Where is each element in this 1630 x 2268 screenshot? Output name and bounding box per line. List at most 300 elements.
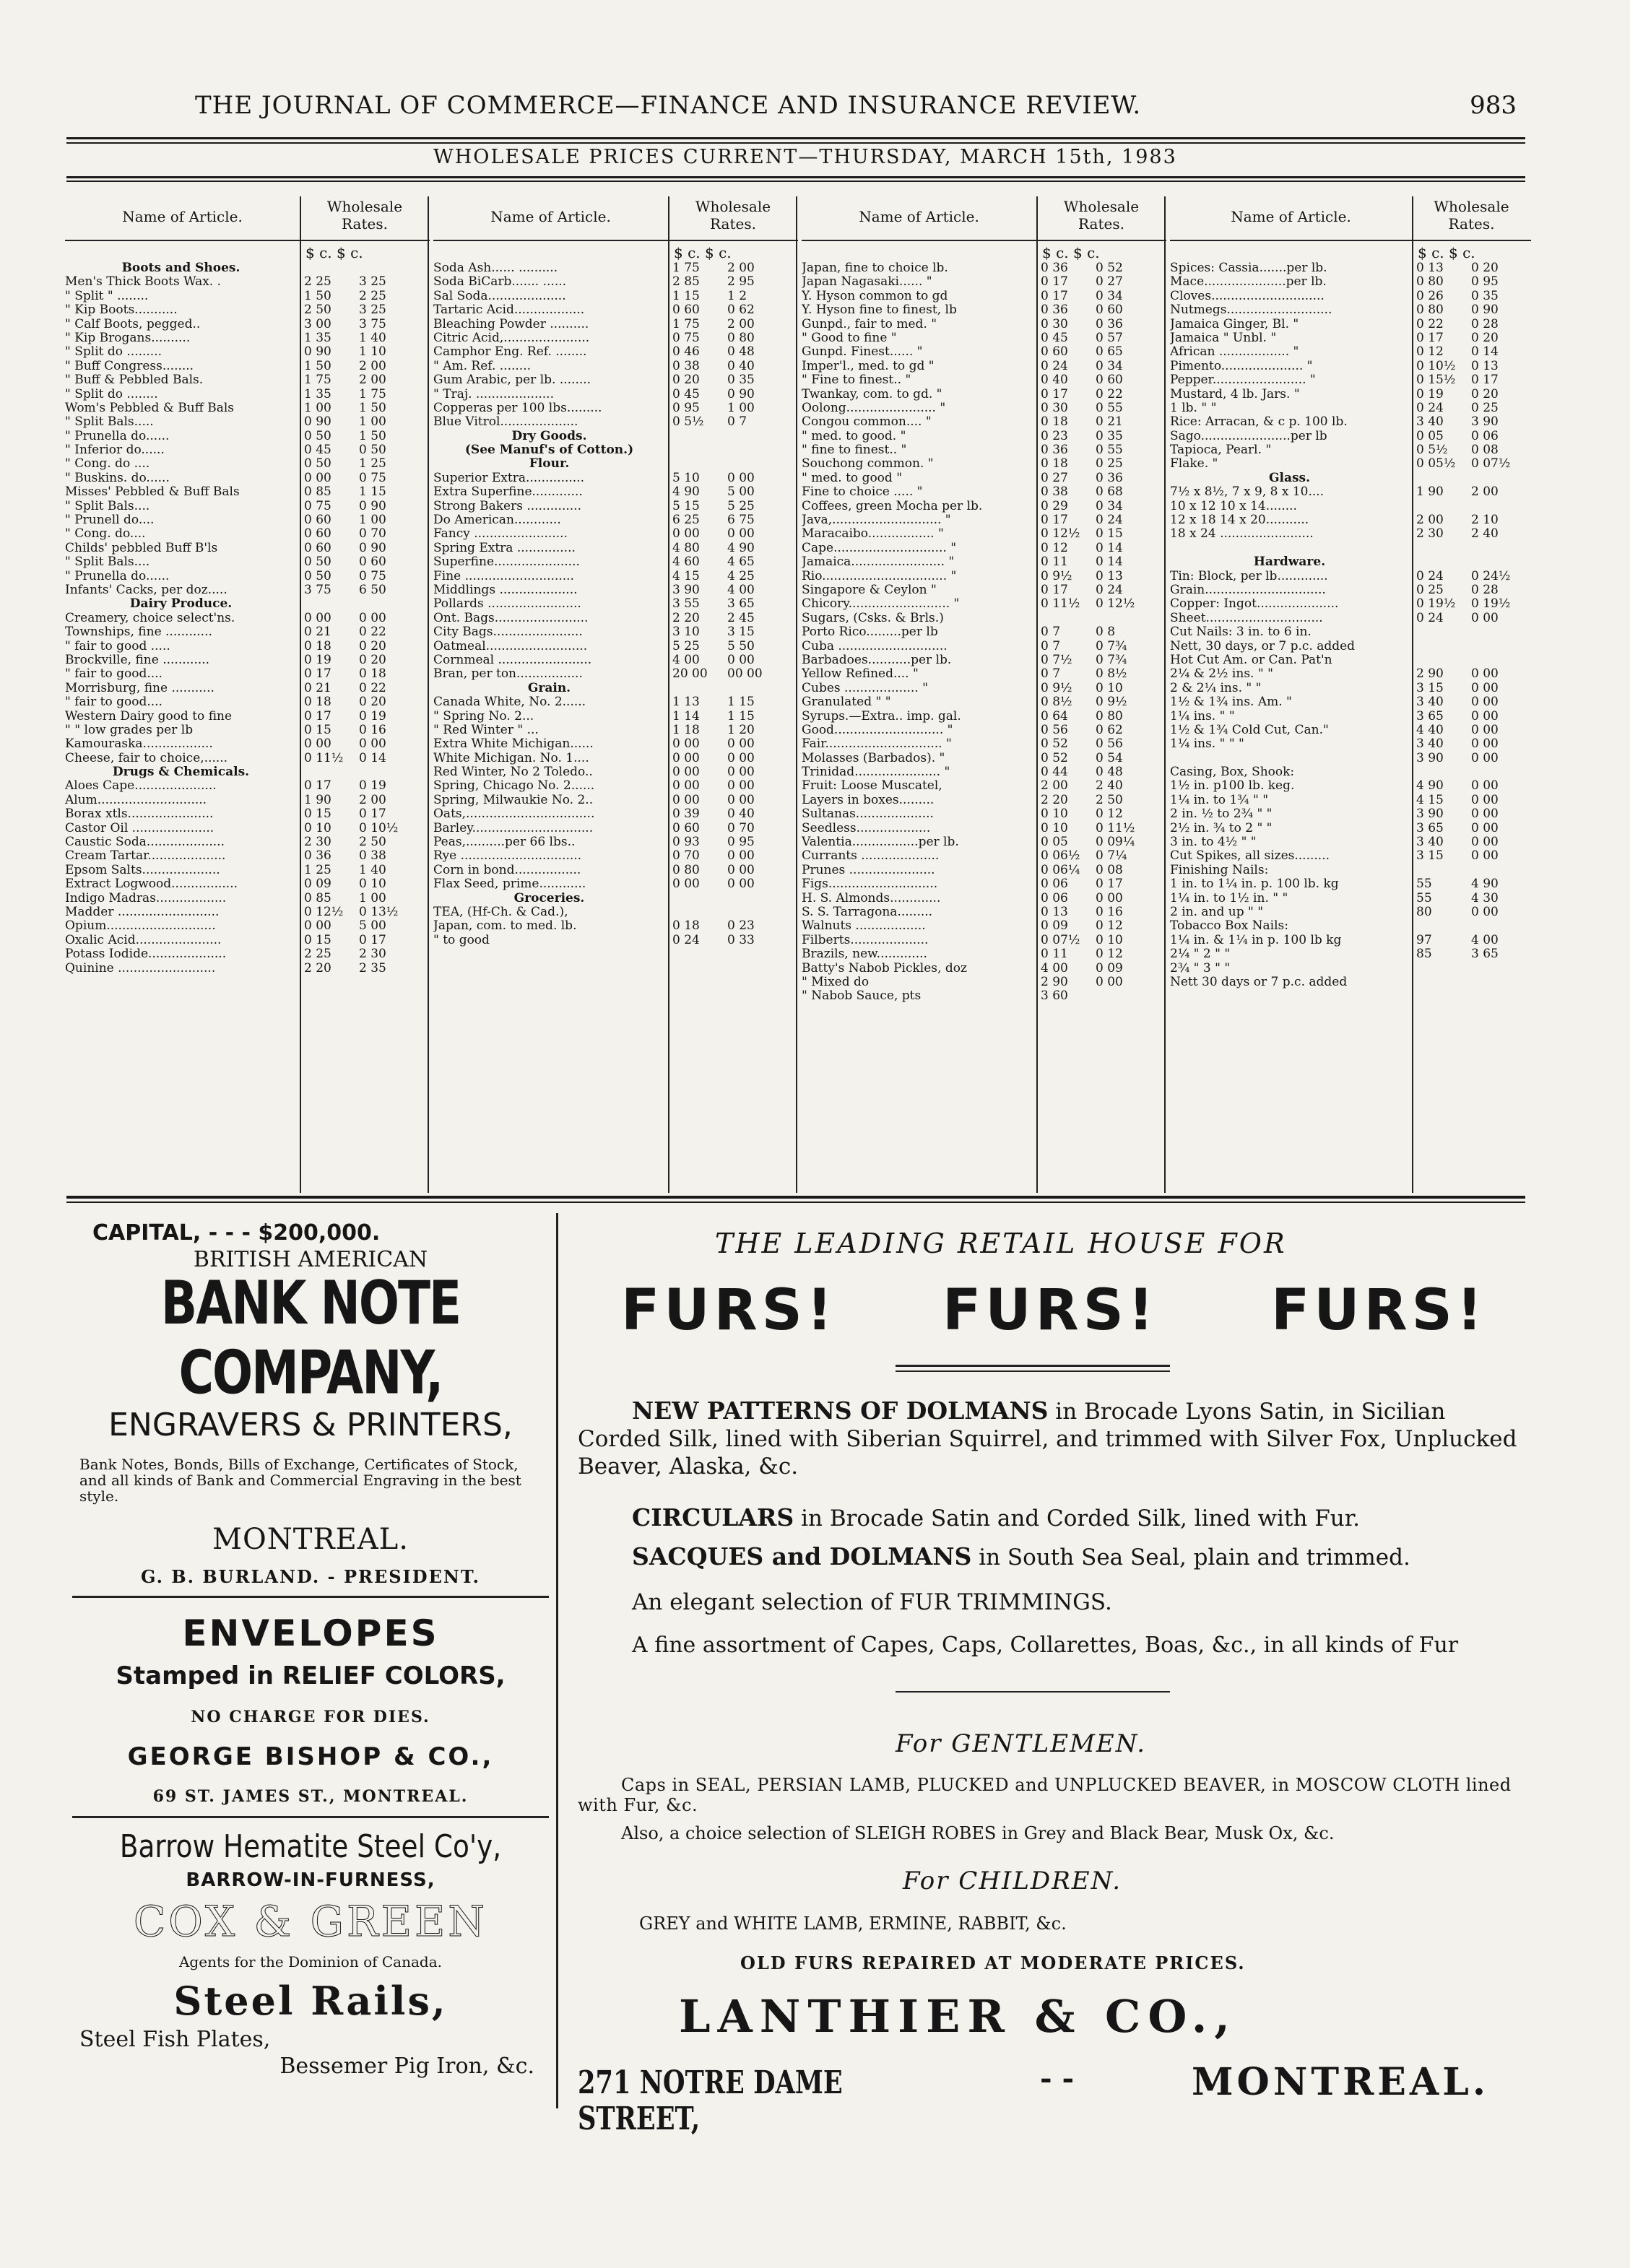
article-name: Imper'l., med. to gd " [802,359,935,373]
price-low: 0 13 [1416,261,1444,275]
for-gentlemen: For GENTLEMEN. [896,1729,1147,1758]
price-low: 0 12½ [1041,526,1080,542]
price-high: 1 75 [359,386,386,401]
article-name: Tapioca, Pearl. " [1170,443,1272,458]
table-row [802,976,1166,989]
table-row [1170,695,1531,709]
bessemer-pig-iron: Bessemer Pig Iron, &c. [279,2054,534,2079]
table-row [802,373,1166,387]
prices-table [65,196,1531,1193]
article-name: Men's Thick Boots Wax. . [65,275,222,290]
article-name: Y. Hyson common to gd [802,289,948,303]
price-high: 0 24 [1096,582,1123,597]
table-row [1170,290,1531,303]
table-row [802,849,1166,863]
price-high: 1 00 [727,400,755,415]
table-row [433,737,798,751]
article-name: Walnuts .................. [802,919,926,934]
price-low: 0 10 [1041,807,1068,822]
price-high: 0 75 [359,568,386,583]
price-low: 5 10 [672,470,700,485]
caps-text: Caps in SEAL, PERSIAN LAMB, PLUCKED and UNPLUCKED BEAVER, in MOSCOW CLOTH lined with Fur, &c. [578,1775,1512,1815]
article-name: Figs............................ [802,877,938,892]
price-high: 0 00 [727,862,755,877]
price-low: 85 [1416,947,1432,962]
article-name: Mustard, 4 lb. Jars. " [1170,387,1300,401]
price-high: 0 00 [727,470,755,485]
price-high: 0 60 [1096,373,1123,388]
price-high: 4 00 [1471,932,1499,947]
table-row [65,667,430,681]
price-low: 0 60 [304,540,331,555]
table-row [802,472,1166,485]
article-name: 1½ in. p100 lb. keg. [1170,779,1295,794]
capital-line: CAPITAL, - - - $200,000. [92,1220,381,1246]
table-row [1170,877,1531,891]
table-row [65,597,430,611]
stamped-relief: Stamped in RELIEF COLORS, [116,1661,506,1690]
article-name: Seedless................... [802,821,931,835]
price-high: 0 00 [727,750,755,765]
price-low: 0 75 [304,498,331,513]
article-name: Molasses (Barbados). " [802,751,945,765]
price-low: 1 90 [1416,485,1444,500]
price-high: 0 54 [1096,750,1123,765]
article-name: Pepper........................ " [1170,373,1316,388]
price-low: 0 80 [672,862,700,877]
article-name: Fruit: Loose Muscatel, [802,779,942,794]
table-row [65,765,430,779]
table-row [1170,947,1531,961]
table-row [802,388,1166,401]
article-name: " med. to good " [802,471,903,485]
table-row [65,695,430,709]
price-low: 3 40 [1416,695,1444,710]
price-low: 3 90 [672,582,700,597]
table-row [65,737,430,751]
price-high: 0 00 [727,526,755,542]
price-high: 0 80 [727,330,755,345]
price-high: 2 40 [1471,526,1499,542]
article-name: Camphor Eng. Ref. ........ [433,345,587,360]
furs-advertisement [578,1220,1531,2145]
article-name: Misses' Pebbled & Buff Bals [65,485,240,500]
article-name: 1¼ ins. " " " [1170,737,1244,752]
price-high: 0 00 [1471,737,1499,752]
article-name: Citric Acid,...................... [433,331,590,345]
price-high: 0 62 [1096,722,1123,737]
price-high: 0 00 [1471,680,1499,695]
price-high: 0 13 [1471,358,1499,373]
price-high: 00 00 [727,666,763,682]
price-low: 0 12 [1041,540,1068,555]
article-name: Nett 30 days or 7 p.c. added [1170,975,1348,989]
article-name: Extra White Michigan...... [433,737,594,752]
article-name: Grain. [527,681,571,695]
article-name: Middlings .................... [433,583,578,597]
table-row [802,765,1166,779]
price-low: 0 80 [1416,303,1444,318]
price-high: 0 19½ [1471,596,1511,612]
price-low: 0 20 [672,373,700,388]
table-row [1170,388,1531,401]
dolmans-bold: NEW PATTERNS OF DOLMANS [632,1396,1049,1425]
table-row [65,892,430,905]
price-high: 4 65 [727,555,755,570]
article-name: Creamery, choice select'ns. [65,611,235,625]
article-name: 2¼ " 2 " " [1170,947,1231,962]
price-low: 0 00 [304,918,331,934]
article-name: Spices: Cassia.......per lb. [1170,261,1327,275]
article-name: Indigo Madras.................. [65,891,227,905]
price-low: 0 07½ [1041,932,1080,947]
table-row [1170,835,1531,849]
price-low: 6 25 [672,513,700,528]
price-high: 1 15 [359,485,386,500]
price-high: 0 80 [1096,708,1123,724]
article-name: 1 in. to 1¼ in. p. 100 lb. kg [1170,877,1339,892]
price-low: 0 9½ [1041,680,1072,695]
table-row [433,373,798,387]
price-low: 2 90 [1041,974,1068,989]
price-low: 3 40 [1416,737,1444,752]
table-row [802,555,1166,569]
price-high: 0 36 [1096,470,1123,485]
article-name: Sultanas.................... [802,807,934,822]
price-high: 0 13 [1096,568,1123,583]
page-header [87,88,1524,121]
table-row [802,892,1166,905]
article-name: Rice: Arracan, & c p. 100 lb. [1170,415,1348,430]
price-high: 0 12 [1096,947,1123,962]
price-low: 0 00 [672,526,700,542]
table-row [802,570,1166,583]
price-high: 0 00 [1471,792,1499,807]
table-row [65,318,430,331]
table-row [802,261,1166,275]
table-row [65,472,430,485]
price-low: 0 52 [1041,750,1068,765]
price-low: 0 36 [1041,443,1068,458]
article-name: Spring, Chicago No. 2...... [433,779,595,794]
price-low: 0 85 [304,890,331,905]
price-high: 0 90 [1471,303,1499,318]
article-name: Jamaica Ginger, Bl. " [1170,317,1299,331]
article-name: " Prunella do...... [65,569,170,583]
price-low: 0 15 [304,807,331,822]
table-row [1170,653,1531,667]
price-high: 0 12 [1096,807,1123,822]
table-row [433,401,798,415]
price-low: 97 [1416,932,1432,947]
table-row [65,919,430,933]
barrow-in-furness: BARROW-IN-FURNESS, [186,1869,435,1891]
table-row [802,807,1166,821]
article-name: Cuba ............................ [802,639,948,653]
article-name: Bleaching Powder .......... [433,317,589,331]
price-high: 0 50 [359,443,386,458]
article-name: Wom's Pebbled & Buff Bals [65,401,235,415]
article-name: Cut Spikes, all sizes......... [1170,849,1330,864]
table-row [65,752,430,765]
article-name: Flake. " [1170,457,1218,472]
table-row [802,962,1166,976]
table-row [802,877,1166,891]
price-low: 0 10 [1041,820,1068,835]
table-row [1170,822,1531,835]
table-row [65,640,430,653]
price-low: 0 15½ [1416,373,1456,388]
price-high: 4 00 [727,582,755,597]
price-high: 1 50 [359,428,386,443]
bank-note-company: BANK NOTE COMPANY, [160,1268,461,1408]
article-name: " Split do ........ [65,387,158,401]
article-name: Gum Arabic, per lb. ........ [433,373,591,388]
page-number: 983 [1470,91,1517,120]
price-low: 3 65 [1416,820,1444,835]
price-high: 0 17 [359,932,386,947]
article-name: Grain............................... [1170,583,1326,597]
price-low: 55 [1416,890,1432,905]
price-low: 2 20 [304,960,331,976]
price-high: 0 00 [1471,708,1499,724]
article-name: Yellow Refined.... " [802,667,919,682]
bishop-address: 69 ST. JAMES ST., MONTREAL. [152,1787,469,1806]
price-low: 0 00 [672,737,700,752]
article-name: Cornmeal ........................ [433,653,592,667]
table-row [65,331,430,345]
price-low: 0 60 [304,513,331,528]
price-high: 2 45 [727,610,755,625]
column-header [802,196,1166,241]
table-row [1170,905,1531,919]
price-high: 3 15 [727,625,755,640]
price-low: 0 17 [304,666,331,682]
price-low: 5 15 [672,498,700,513]
sacques-line [632,1543,1527,1571]
table-row [433,583,798,597]
furs-rule-1 [896,1365,1170,1367]
price-low: 0 5½ [1416,443,1448,458]
article-name: " to good [433,933,490,947]
table-row [1170,612,1531,625]
price-high: 0 20 [359,695,386,710]
table-row [1170,737,1531,751]
table-row [1170,934,1531,947]
price-low: 0 19½ [1416,596,1456,612]
price-low: 0 50 [304,428,331,443]
price-low: 0 50 [304,456,331,472]
price-low: 0 22 [1416,316,1444,331]
article-name: " Fine to finest.. " [802,373,911,388]
price-low: 0 06½ [1041,848,1080,864]
price-high: 0 55 [1096,400,1123,415]
price-high: 0 16 [1096,904,1123,919]
price-low: 0 17 [304,708,331,724]
price-low: 0 8½ [1041,695,1072,710]
table-row [433,360,798,373]
price-low: 3 10 [672,625,700,640]
price-high: 0 00 [1471,666,1499,682]
furs-rule-2 [896,1370,1170,1372]
leading-retail-heading: THE LEADING RETAIL HOUSE FOR [715,1228,1287,1259]
table-row [802,947,1166,961]
table-row [1170,457,1531,471]
price-high: 2 00 [727,261,755,275]
price-low: 2 90 [1416,666,1444,682]
article-name: Flax Seed, prime............ [433,877,586,892]
article-name: Bran, per ton................. [433,667,583,682]
price-low: 1 50 [304,288,331,303]
article-name: (See Manuf's of Cotton.) [464,443,634,458]
price-low: 1 14 [672,708,700,724]
price-high: 0 90 [359,498,386,513]
wholesale-rates-header: Wholesale Rates. [695,198,771,233]
british-american: BRITISH AMERICAN [193,1247,428,1272]
price-low: 0 45 [304,443,331,458]
price-high: 0 7¾ [1096,652,1127,667]
price-low: 0 12 [1416,344,1444,360]
article-name: Barley............................... [433,821,594,835]
price-high: 0 52 [1096,261,1123,275]
table-row [433,527,798,541]
table-row [433,892,798,905]
price-low: 0 18 [1041,414,1068,430]
price-low: 0 17 [1041,274,1068,290]
repaired-text: OLD FURS REPAIRED AT MODERATE PRICES. [740,1952,1246,1973]
price-high: 0 62 [727,303,755,318]
article-name: 2 in. ½ to 2¾ " " [1170,807,1273,822]
article-name: 18 x 24 ........................ [1170,527,1314,542]
price-high: 1 15 [727,708,755,724]
sacques-bold: SACQUES and DOLMANS [632,1542,972,1570]
price-low: 0 06 [1041,877,1068,892]
price-low: 3 15 [1416,680,1444,695]
price-low: 1 25 [304,862,331,877]
price-low: 0 00 [304,610,331,625]
price-low: 4 60 [672,555,700,570]
table-row [65,388,430,401]
price-low: 0 90 [304,414,331,430]
price-low: 2 20 [672,610,700,625]
price-low: 1 75 [672,261,700,275]
table-row [1170,331,1531,345]
table-row [1170,303,1531,317]
price-high: 0 36 [1096,316,1123,331]
article-name: 7½ x 8½, 7 x 9, 8 x 10.... [1170,485,1325,500]
price-low: 0 26 [1416,288,1444,303]
table-row [1170,682,1531,695]
price-high: 2 40 [1096,778,1123,794]
table-row [65,653,430,667]
article-name: " Nabob Sauce, pts [802,989,922,1004]
currency-unit-row: $ c. $ c. [674,244,732,261]
article-name: " fine to finest.. " [802,443,907,458]
table-row [1170,794,1531,807]
table-row [1170,640,1531,653]
article-name: " Prunella do...... [65,429,170,443]
price-high: 0 09¼ [1096,835,1135,850]
article-name: Soda Ash...... .......... [433,261,558,275]
address-separator: - - [1040,2061,1075,2095]
price-high: 0 14 [359,750,386,765]
price-high: 0 00 [727,877,755,892]
table-row [433,710,798,724]
wholesale-rates-header: Wholesale Rates. [1434,198,1509,233]
table-row [802,667,1166,681]
price-low: 0 85 [304,485,331,500]
price-high: 0 00 [727,737,755,752]
price-high: 0 90 [727,386,755,401]
price-low: 0 06¼ [1041,862,1080,877]
price-low: 0 29 [1041,498,1068,513]
price-low: 20 00 [672,666,708,682]
price-low: 2 25 [304,947,331,962]
table-row [802,542,1166,555]
table-row [433,345,798,359]
article-name: Sago.......................per lb [1170,429,1327,443]
article-name: " Buff Congress........ [65,359,194,373]
table-row [433,864,798,877]
table-row [802,905,1166,919]
article-name: Syrups.—Extra.. imp. gal. [802,709,961,724]
article-name: Extract Logwood................. [65,877,238,892]
steel-rails: Steel Rails, [173,1978,448,2024]
table-row [1170,275,1531,289]
wholesale-prices-heading: WHOLESALE PRICES CURRENT—THURSDAY, MARCH 15th, 1983 [433,146,1177,168]
price-high: 0 7¾ [1096,638,1127,653]
price-low: 0 7½ [1041,652,1072,667]
price-high: 0 20 [1471,261,1499,275]
price-high: 2 30 [359,947,386,962]
price-low: 1 90 [304,792,331,807]
price-column-2 [433,196,798,1193]
mid-rule [896,1691,1170,1693]
section-rule-2 [72,1816,549,1818]
price-high: 0 00 [1471,778,1499,794]
article-name: Pollards ........................ [433,597,581,612]
price-high: 0 15 [1096,526,1123,542]
price-low: 0 24 [1416,568,1444,583]
table-row [802,597,1166,611]
price-high: 0 34 [1096,358,1123,373]
price-high: 0 08 [1096,862,1123,877]
article-name: Fine ............................ [433,569,574,583]
table-row [1170,360,1531,373]
price-high: 0 28 [1471,316,1499,331]
table-row [433,555,798,569]
article-name: Filberts.................... [802,933,929,947]
article-name: " Calf Boots, pegged.. [65,317,201,331]
price-high: 0 38 [359,848,386,864]
table-row [1170,443,1531,457]
price-low: 2 00 [1041,778,1068,794]
article-name: Tobacco Box Nails: [1170,919,1289,934]
table-row [802,864,1166,877]
table-row [65,513,430,527]
price-high: 0 14 [1096,540,1123,555]
table-row [433,542,798,555]
article-name: 2 & 2¼ ins. " " [1170,681,1262,695]
price-low: 5 25 [672,638,700,653]
price-low: 1 35 [304,330,331,345]
table-row [433,877,798,891]
price-high: 0 00 [727,652,755,667]
barrow-steel: Barrow Hematite Steel Co'y, [119,1828,502,1865]
price-low: 0 13 [1041,904,1068,919]
cox-green: COX & GREEN [133,1897,488,1946]
article-name: " fair to good ..... [65,639,170,653]
